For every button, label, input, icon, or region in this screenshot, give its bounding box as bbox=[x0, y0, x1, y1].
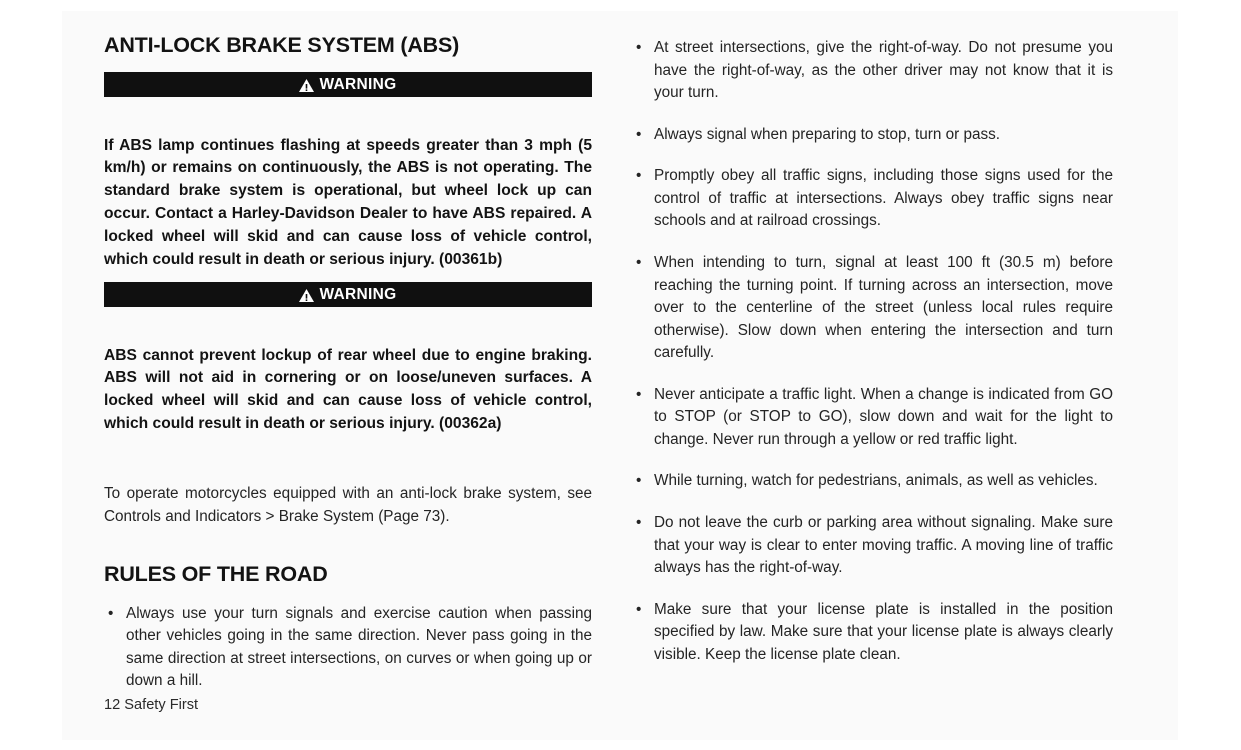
warning-triangle-icon bbox=[299, 79, 314, 92]
list-item-text: Always use your turn signals and exercise caution when passing other vehicles going in the same direction. Never pass going in the same direction at street intersections, on curves or when going up or down a hill. bbox=[126, 604, 592, 690]
list-item bbox=[104, 603, 592, 693]
rules-bullet-list-left bbox=[104, 603, 592, 693]
bullet-marker: • bbox=[108, 604, 114, 622]
bullet-marker: • bbox=[636, 600, 642, 618]
warning-body-1: If ABS lamp continues flashing at speeds greater than 3 mph (5 km/h) or remains on continuously, the ABS is not operating. The standard brake system is operational, but wheel lock up can occur. Contact a Harley-Davidson Dealer to have ABS repaired. A locked wheel will skid and can cause loss of vehicle control, which could result in death or serious injury. (00361b) bbox=[104, 136, 592, 268]
list-item-text: Do not leave the curb or parking area without signaling. Make sure that your way is clear to enter moving traffic. A moving line of traffic always has the right-of-way. bbox=[654, 514, 1113, 577]
list-item-text: Promptly obey all traffic signs, including those signs used for the control of traffic at intersections. Always obey traffic signs near schools and at railroad crossings. bbox=[654, 167, 1113, 230]
bullet-marker: • bbox=[636, 167, 642, 185]
list-item bbox=[632, 384, 1113, 452]
rules-bullet-list-right bbox=[632, 37, 1113, 685]
list-item-text: At street intersections, give the right-of-way. Do not presume you have the right-of-way, as the other driver may not know that it is your turn. bbox=[654, 39, 1113, 102]
list-item bbox=[632, 165, 1113, 233]
list-item bbox=[632, 470, 1113, 493]
list-item-text: Always signal when preparing to stop, turn or pass. bbox=[654, 125, 1001, 143]
bullet-marker: • bbox=[636, 253, 642, 271]
list-item bbox=[632, 37, 1113, 105]
bullet-marker: • bbox=[636, 472, 642, 490]
warning-banner-2 bbox=[104, 282, 592, 307]
list-item bbox=[632, 252, 1113, 365]
bullet-marker: • bbox=[636, 385, 642, 403]
bullet-marker: • bbox=[636, 514, 642, 531]
rules-of-the-road-section bbox=[104, 538, 592, 693]
bullet-marker: • bbox=[636, 39, 642, 56]
warning-banner-1 bbox=[104, 72, 592, 97]
page-footer: 12 Safety First bbox=[104, 697, 199, 713]
list-item bbox=[632, 599, 1113, 667]
list-item-text: Make sure that your license plate is installed in the position specified by law. Make sure that your license plate is always clearly visible. Keep the license plate clean. bbox=[654, 600, 1113, 663]
page-title: ANTI-LOCK BRAKE SYSTEM (ABS) bbox=[104, 33, 460, 57]
warning-banner-label-2: WARNING bbox=[319, 285, 397, 303]
list-item bbox=[632, 124, 1113, 147]
list-item bbox=[632, 512, 1113, 580]
rules-section-title: RULES OF THE ROAD bbox=[104, 562, 328, 586]
bullet-marker: • bbox=[636, 125, 642, 143]
warning-triangle-icon bbox=[299, 289, 314, 302]
manual-page bbox=[62, 11, 1178, 740]
warning-body-2: ABS cannot prevent lockup of rear wheel due to engine braking. ABS will not aid in cornering or on loose/uneven surfaces. A locked wheel will skid and can cause loss of vehicle control, which could result in death or serious injury. (00362a) bbox=[104, 346, 592, 433]
list-item-text: When intending to turn, signal at least 100 ft (30.5 m) before reaching the turning point. If turning across an intersection, move over to the centerline of the street (unless local rules require otherwise). Slow down when entering the intersection and turn carefully. bbox=[654, 253, 1113, 362]
list-item-text: While turning, watch for pedestrians, animals, as well as vehicles. bbox=[654, 472, 1098, 490]
warning-banner-label-1: WARNING bbox=[319, 75, 397, 93]
list-item-text: Never anticipate a traffic light. When a change is indicated from GO to STOP (or STOP to GO), slow down and wait for the light to change. Never run through a yellow or red traffic light. bbox=[654, 385, 1113, 448]
abs-reference-paragraph: To operate motorcycles equipped with an anti-lock brake system, see Controls and Indicators > Brake System (Page 73). bbox=[104, 485, 592, 525]
